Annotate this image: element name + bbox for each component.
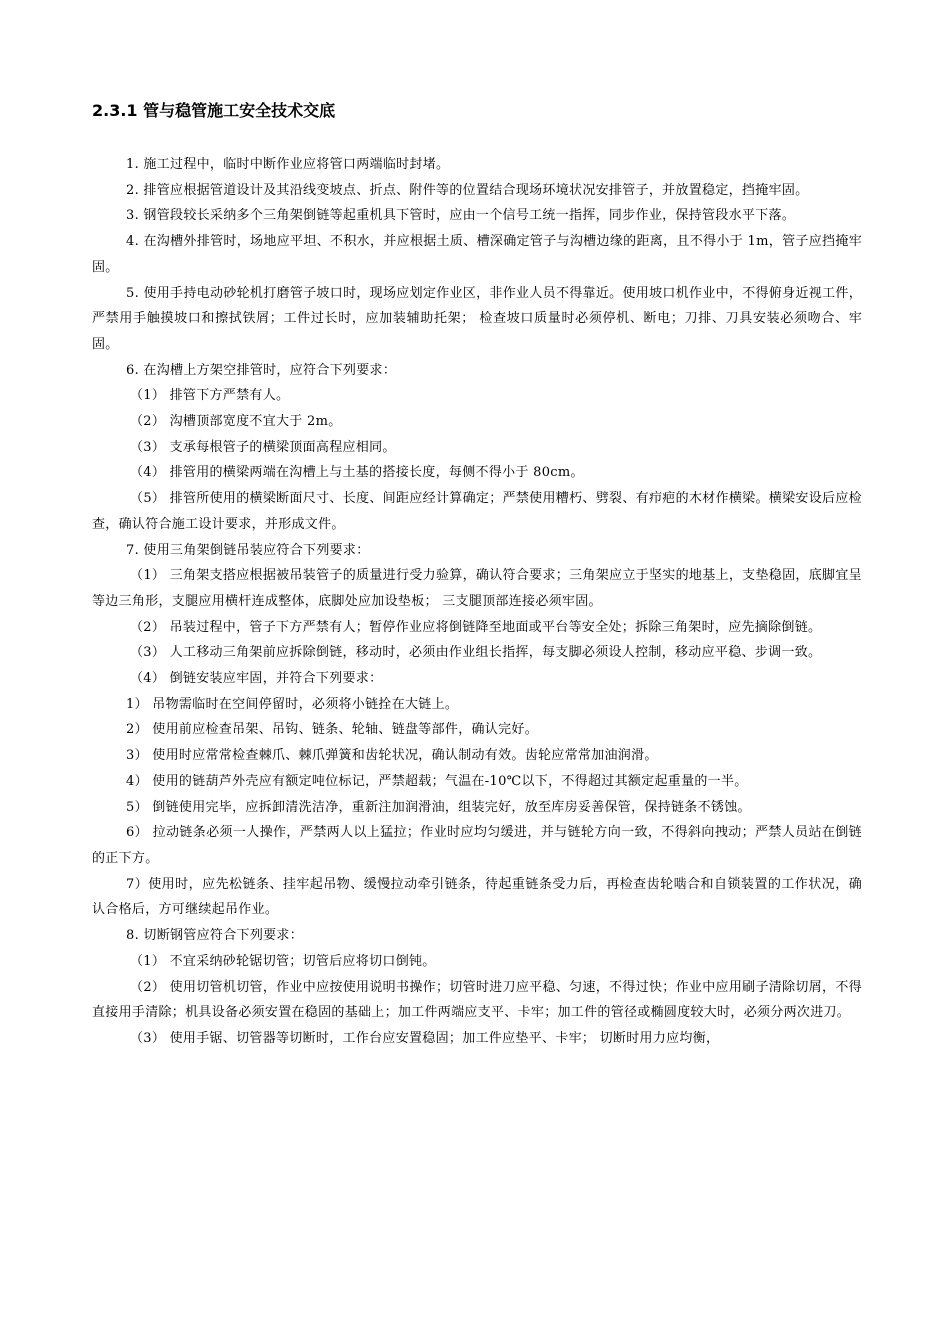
sub-clause-paragraph: （3） 使用手锯、切管器等切断时，工作台应安置稳固；加工件应垫平、卡牢； 切断时用力应均衡， xyxy=(130,1030,720,1046)
sub-clause-paragraph: （3） 支承每根管子的横梁顶面高程应相同。 xyxy=(130,439,396,455)
clause-paragraph: 5. 使用手持电动砂轮机打磨管子坡口时，现场应划定作业区，非作业人员不得靠近。使用坡口机作业中，不得俯身近视工件，严禁用手触摸坡口和擦拭铁屑；工件过长时，应加装辅助托架； 检查坡口质量时必须停机、断电；刀排、刀具安装必须吻合、牢固。 xyxy=(92,285,862,352)
clause-paragraph: 3. 钢管段较长采纳多个三角架倒链等起重机具下管时，应由一个信号工统一指挥，同步作业，保持管段水平下落。 xyxy=(126,208,796,224)
clause-paragraph: 1） 吊物需临时在空间停留时，必须将小链拴在大链上。 xyxy=(126,696,459,712)
clause-paragraph: 2） 使用前应检查吊架、吊钩、链条、轮轴、链盘等部件，确认完好。 xyxy=(126,722,539,738)
clause-paragraph: 6） 拉动链条必须一人操作，严禁两人以上猛拉；作业时应均匀缓进，并与链轮方向一致，不得斜向拽动；严禁人员站在倒链的正下方。 xyxy=(92,825,862,866)
clause-paragraph: 2. 排管应根据管道设计及其沿线变坡点、折点、附件等的位置结合现场环境状况安排管子，并放置稳定，挡掩牢固。 xyxy=(126,182,809,198)
sub-clause-paragraph: （3） 人工移动三角架前应拆除倒链，移动时，必须由作业组长指挥，每支脚必须设人控制，移动应平稳、步调一致。 xyxy=(130,645,822,661)
clause-paragraph: 5） 倒链使用完毕，应拆卸清洗洁净，重新注加润滑油，组装完好，放至库房妥善保管，保持链条不锈蚀。 xyxy=(126,799,751,815)
clause-paragraph: 4） 使用的链葫芦外壳应有额定吨位标记，严禁超载；气温在-10℃以下，不得超过其额定起重量的一半。 xyxy=(126,773,748,789)
sub-clause-paragraph: （5） 排管所使用的横梁断面尺寸、长度、间距应经计算确定；严禁使用糟朽、劈裂、有疖疤的木材作横梁。横梁安设后应检查，确认符合施工设计要求，并形成文件。 xyxy=(92,491,862,532)
clause-paragraph: 8. 切断钢管应符合下列要求： xyxy=(126,928,304,944)
clause-paragraph: 4. 在沟槽外排管时，场地应平坦、不积水，并应根据土质、槽深确定管子与沟槽边缘的距离，且不得小于 1m，管子应挡掩牢固。 xyxy=(92,234,862,275)
sub-clause-paragraph: （1） 三角架支搭应根据被吊装管子的质量进行受力验算，确认符合要求；三角架应立于坚实的地基上，支垫稳固，底脚宜呈等边三角形，支腿应用横杆连成整体，底脚处应加设垫板； 三支腿顶部连接必须牢固。 xyxy=(92,568,862,609)
clause-paragraph: 1. 施工过程中，临时中断作业应将管口两端临时封堵。 xyxy=(126,157,450,172)
sub-clause-paragraph: （1） 排管下方严禁有人。 xyxy=(130,388,290,404)
sub-clause-paragraph: （1） 不宜采纳砂轮锯切管；切管后应将切口倒钝。 xyxy=(130,953,436,969)
sub-clause-paragraph: （2） 沟槽顶部宽度不宜大于 2m。 xyxy=(130,414,342,430)
clause-paragraph: 3） 使用时应常常检查棘爪、棘爪弹簧和齿轮状况，确认制动有效。齿轮应常常加油润滑。 xyxy=(126,748,658,764)
clause-paragraph: 7. 使用三角架倒链吊装应符合下列要求： xyxy=(126,542,370,558)
clause-paragraph: 7）使用时，应先松链条、挂牢起吊物、缓慢拉动牵引链条，待起重链条受力后，再检查齿轮啮合和自锁装置的工作状况，确认合格后，方可继续起吊作业。 xyxy=(92,876,862,918)
sub-clause-paragraph: （2） 使用切管机切管，作业中应按使用说明书操作；切管时进刀应平稳、匀速，不得过快；作业中应用刷子清除切屑，不得直接用手清除；机具设备必须安置在稳固的基础上；加工件两端应支平、卡牢；加工件的管径或椭圆度较大时，必须分两次进刀。 xyxy=(92,979,862,1021)
sub-clause-paragraph: （4） 倒链安装应牢固，并符合下列要求： xyxy=(130,671,383,687)
document-body xyxy=(92,152,862,1052)
section-heading: 2.3.1 管与稳管施工安全技术交底 xyxy=(92,101,336,120)
sub-clause-paragraph: （2） 吊装过程中，管子下方严禁有人；暂停作业应将倒链降至地面或平台等安全处；拆除三角架时，应先摘除倒链。 xyxy=(130,619,822,635)
clause-paragraph: 6. 在沟槽上方架空排管时，应符合下列要求： xyxy=(126,362,397,378)
sub-clause-paragraph: （4） 排管用的横梁两端在沟槽上与土基的搭接长度，每侧不得小于 80cm。 xyxy=(130,465,584,481)
